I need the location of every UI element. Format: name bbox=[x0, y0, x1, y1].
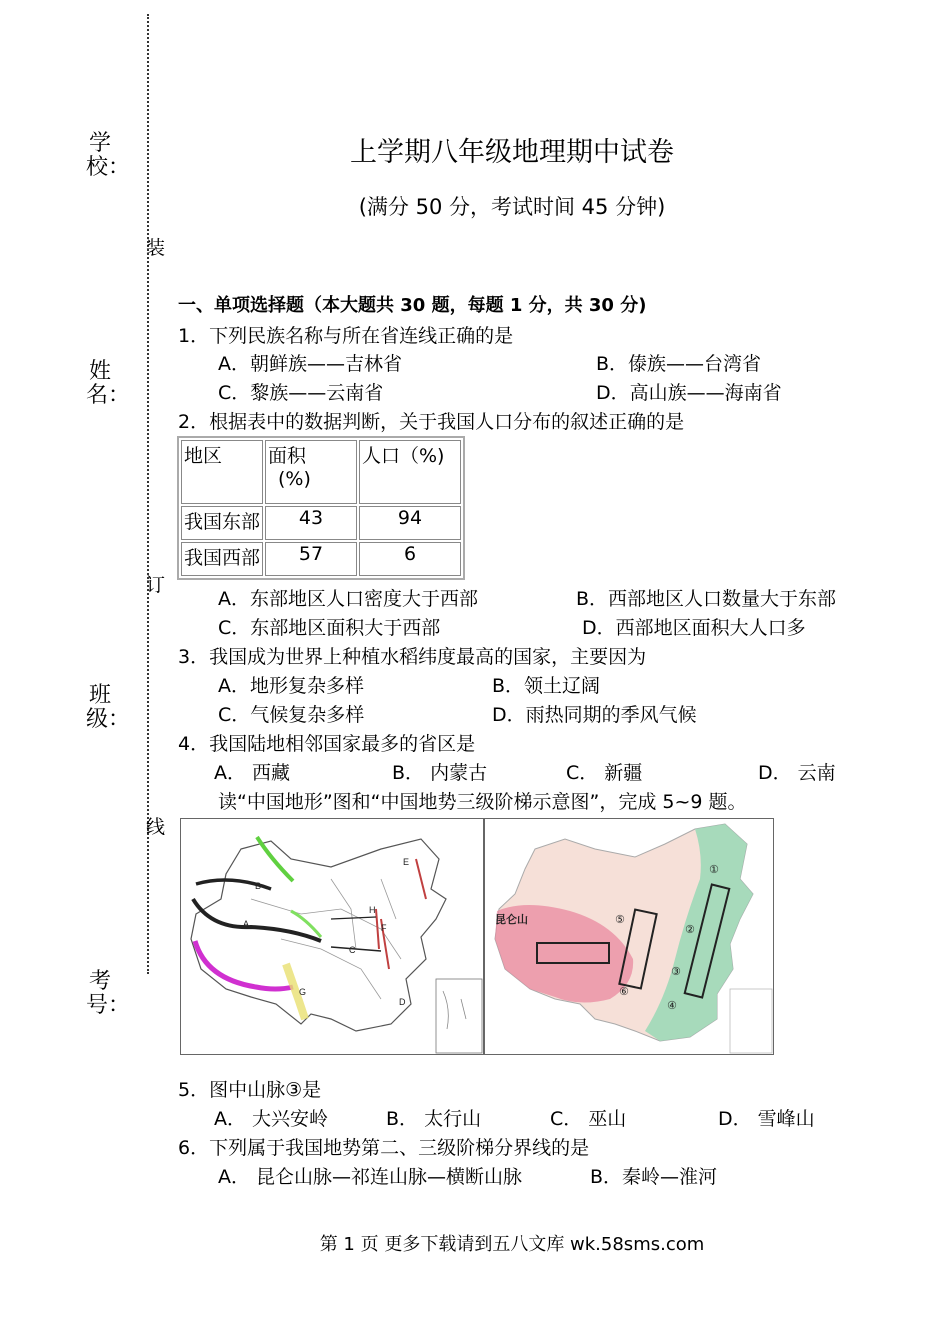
table-cell: 57 bbox=[265, 542, 357, 576]
china-terrain-map bbox=[180, 818, 484, 1055]
population-table bbox=[177, 436, 465, 580]
question-5-stem: 5．图中山脉③是 bbox=[178, 1079, 322, 1101]
question-4-option-a: A． 西藏 bbox=[214, 762, 291, 784]
table-cell: 43 bbox=[265, 506, 357, 540]
question-2-option-c: C．东部地区面积大于西部 bbox=[218, 617, 441, 639]
circle-5: ⑤ bbox=[615, 913, 625, 926]
question-3-option-a: A．地形复杂多样 bbox=[218, 675, 364, 697]
circle-3: ③ bbox=[671, 965, 681, 978]
terrain-steps-map bbox=[484, 818, 774, 1055]
question-3-option-b: B．领土辽阔 bbox=[492, 675, 601, 697]
table-header-cell: 面积 (%) bbox=[265, 440, 357, 504]
question-3-option-c: C．气候复杂多样 bbox=[218, 704, 365, 726]
question-1-option-d: D．高山族——海南省 bbox=[596, 382, 782, 404]
map-label-b: B bbox=[255, 881, 262, 891]
question-1-option-c: C．黎族——云南省 bbox=[218, 382, 384, 404]
question-5-option-d: D． 雪峰山 bbox=[718, 1108, 815, 1130]
question-4-option-b: B． 内蒙古 bbox=[392, 762, 488, 784]
map-label-g: G bbox=[299, 987, 307, 997]
map-label-f: F bbox=[381, 923, 387, 933]
map-label-d: D bbox=[399, 997, 406, 1007]
question-2-option-d: D．西部地区面积大人口多 bbox=[582, 617, 806, 639]
question-5-option-b: B． 太行山 bbox=[386, 1108, 482, 1130]
map-label-h: H bbox=[369, 905, 376, 915]
kunlun-label: 昆仑山 bbox=[495, 913, 528, 926]
question-4-option-d: D． 云南 bbox=[758, 762, 836, 784]
table-row bbox=[181, 506, 461, 540]
table-cell: 6 bbox=[359, 542, 461, 576]
page-footer: 第 1 页 更多下载请到五八文库 wk.58sms.com bbox=[319, 1234, 705, 1255]
map-label-a: A bbox=[243, 919, 250, 929]
page-title: 上学期八年级地理期中试卷 bbox=[350, 137, 674, 168]
table-header-cell: 地区 bbox=[181, 440, 263, 504]
binding-mark-ding: 订 bbox=[146, 574, 166, 596]
binding-mark-zhuang: 装 bbox=[146, 237, 166, 259]
circle-1: ① bbox=[709, 863, 719, 876]
table-cell: 我国东部 bbox=[181, 506, 263, 540]
question-5-option-a: A． 大兴安岭 bbox=[214, 1108, 329, 1130]
question-6-option-b: B．秦岭—淮河 bbox=[590, 1166, 718, 1188]
table-cell: 94 bbox=[359, 506, 461, 540]
table-header-cell: 人口（%) bbox=[359, 440, 461, 504]
question-2-option-a: A．东部地区人口密度大于西部 bbox=[218, 588, 478, 610]
question-6-option-a: A． 昆仑山脉—祁连山脉—横断山脉 bbox=[218, 1166, 523, 1188]
class-field-label: 班级： bbox=[86, 683, 131, 732]
question-1-stem: 1．下列民族名称与所在省连线正确的是 bbox=[178, 325, 514, 347]
question-2-option-b: B．西部地区人口数量大于东部 bbox=[576, 588, 837, 610]
circle-4: ④ bbox=[667, 999, 677, 1012]
question-3-stem: 3．我国成为世界上种植水稻纬度最高的国家，主要因为 bbox=[178, 646, 647, 668]
section-heading: 一、单项选择题（本大题共 30 题，每题 1 分，共 30 分) bbox=[178, 295, 647, 316]
terrain-map-drawing bbox=[181, 819, 483, 1054]
school-field-label: 学校： bbox=[86, 131, 131, 180]
question-3-option-d: D．雨热同期的季风气候 bbox=[492, 704, 697, 726]
name-field-label: 姓名： bbox=[86, 359, 131, 408]
table-row bbox=[181, 542, 461, 576]
question-4-stem: 4．我国陆地相邻国家最多的省区是 bbox=[178, 733, 476, 755]
page-subtitle: (满分 50 分，考试时间 45 分钟) bbox=[358, 195, 666, 219]
question-1-option-b: B．傣族——台湾省 bbox=[596, 353, 762, 375]
question-2-stem: 2．根据表中的数据判断，关于我国人口分布的叙述正确的是 bbox=[178, 411, 685, 433]
circle-6: ⑥ bbox=[619, 985, 629, 998]
circle-2: ② bbox=[685, 923, 695, 936]
binding-mark-xian: 线 bbox=[146, 816, 166, 838]
exam-no-field-label: 考号： bbox=[86, 969, 131, 1018]
steps-map-drawing bbox=[485, 819, 773, 1054]
table-cell: 我国西部 bbox=[181, 542, 263, 576]
table-header-row bbox=[181, 440, 461, 504]
question-1-option-a: A．朝鲜族——吉林省 bbox=[218, 353, 402, 375]
read-instruction: 读“中国地形”图和“中国地势三级阶梯示意图”，完成 5~9 题。 bbox=[218, 791, 747, 813]
question-4-option-c: C． 新疆 bbox=[566, 762, 643, 784]
question-6-stem: 6．下列属于我国地势第二、三级阶梯分界线的是 bbox=[178, 1137, 590, 1159]
question-5-option-c: C． 巫山 bbox=[550, 1108, 627, 1130]
map-label-e: E bbox=[403, 857, 410, 867]
map-label-c: C bbox=[349, 945, 356, 955]
